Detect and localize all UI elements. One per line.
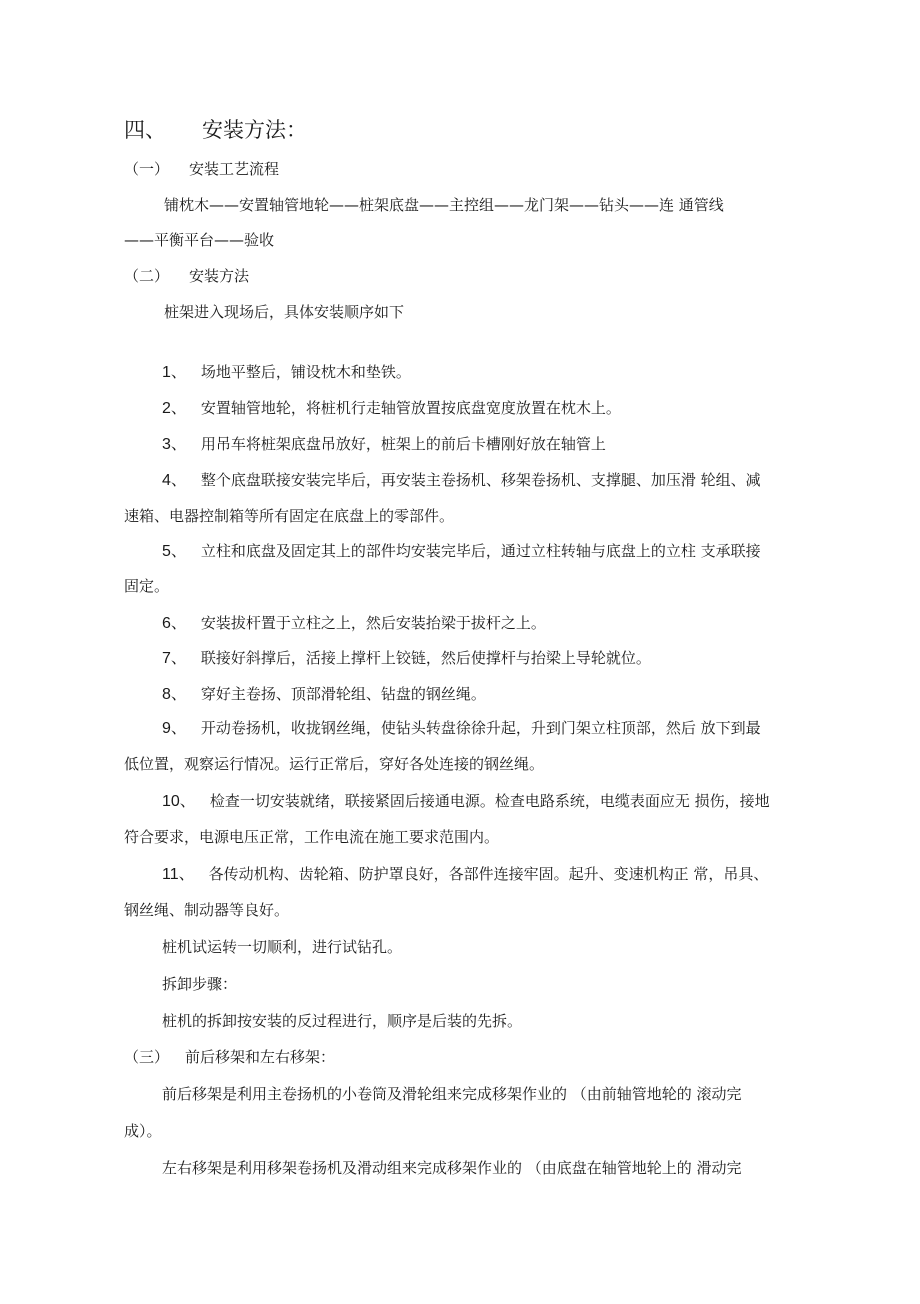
section-title: 安装方法： <box>202 118 307 142</box>
step-1 <box>162 362 411 383</box>
step-number: 11、 <box>162 866 195 883</box>
step-text: 穿好主卷扬、顶部滑轮组、钻盘的钢丝绳。 <box>200 685 486 703</box>
step-9-continued: 低位置，观察运行情况。运行正常后，穿好各处连接的钢丝绳。 <box>124 755 545 773</box>
step-10 <box>162 791 770 812</box>
step-6 <box>162 613 546 634</box>
subsection-number: （一） <box>124 160 170 178</box>
step-text: 安装拔杆置于立柱之上，然后安装抬梁于拔杆之上。 <box>200 614 546 632</box>
step-11 <box>162 864 768 885</box>
step-11-continued: 钢丝绳、制动器等良好。 <box>124 901 290 919</box>
step-5 <box>162 541 761 562</box>
intro-text: 桩架进入现场后，具体安装顺序如下 <box>164 303 405 321</box>
step-3 <box>162 434 606 455</box>
subsection-heading <box>124 266 249 286</box>
step-number: 10、 <box>162 793 196 810</box>
subsection-title: 前后移架和左右移架： <box>185 1048 336 1066</box>
dismantle-text: 桩机的拆卸按安装的反过程进行，顺序是后装的先拆。 <box>162 1012 523 1030</box>
step-text: 检查一切安装就绪，联接紧固后接通电源。检查电路系统，电缆表面应无 损伤，接地 <box>209 792 770 810</box>
step-text: 开动卷扬机，收拢钢丝绳，使钻头转盘徐徐升起，升到门架立柱顶部，然后 放下到最 <box>200 719 761 737</box>
subsection-title: 安装方法 <box>189 267 250 285</box>
section-number: 四、 <box>124 118 166 142</box>
trial-text: 桩机试运转一切顺利，进行试钻孔。 <box>162 938 403 956</box>
front-back-move-continued: 成）。 <box>124 1122 162 1140</box>
step-5-continued: 固定。 <box>124 577 170 595</box>
step-number: 5、 <box>162 543 187 560</box>
step-text: 安置轴管地轮，将桩机行走轴管放置按底盘宽度放置在枕木上。 <box>200 399 621 417</box>
subsection-heading <box>124 159 279 179</box>
step-number: 2、 <box>162 400 187 417</box>
subsection-number: （二） <box>124 267 170 285</box>
step-number: 6、 <box>162 615 187 632</box>
step-number: 8、 <box>162 686 187 703</box>
left-right-move-text: 左右移架是利用移架卷扬机及滑动组来完成移架作业的 （由底盘在轴管地轮上的 滑动完 <box>162 1159 742 1177</box>
front-back-move-text: 前后移架是利用主卷扬机的小卷筒及滑轮组来完成移架作业的 （由前轴管地轮的 滚动完 <box>162 1085 742 1103</box>
step-text: 联接好斜撑后，活接上撑杆上铰链，然后使撑杆与抬梁上导轮就位。 <box>200 649 651 667</box>
step-text: 场地平整后，铺设枕木和垫铁。 <box>200 363 411 381</box>
step-number: 1、 <box>162 364 187 381</box>
subsection-heading <box>124 1047 335 1067</box>
step-text: 整个底盘联接安装完毕后，再安装主卷扬机、移架卷扬机、支撑腿、加压滑 轮组、减 <box>200 471 761 489</box>
step-2 <box>162 398 621 419</box>
step-9 <box>162 718 761 739</box>
step-text: 立柱和底盘及固定其上的部件均安装完毕后，通过立柱转轴与底盘上的立柱 支承联接 <box>200 542 761 560</box>
subsection-title: 安装工艺流程 <box>189 160 280 178</box>
dismantle-title: 拆卸步骤： <box>162 975 238 993</box>
step-number: 9、 <box>162 720 187 737</box>
step-text: 用吊车将桩架底盘吊放好，桩架上的前后卡槽刚好放在轴管上 <box>200 435 606 453</box>
flow-line-2: ——平衡平台——验收 <box>124 231 275 249</box>
step-number: 3、 <box>162 436 187 453</box>
step-number: 7、 <box>162 650 187 667</box>
section-heading <box>124 117 307 143</box>
subsection-number: （三） <box>124 1048 170 1066</box>
step-8 <box>162 684 486 705</box>
step-7 <box>162 648 651 669</box>
step-4-continued: 速箱、电器控制箱等所有固定在底盘上的零部件。 <box>124 507 455 525</box>
step-number: 4、 <box>162 472 187 489</box>
step-10-continued: 符合要求，电源电压正常，工作电流在施工要求范围内。 <box>124 828 500 846</box>
step-text: 各传动机构、齿轮箱、防护罩良好，各部件连接牢固。起升、变速机构正 常，吊具、 <box>208 865 769 883</box>
step-4 <box>162 470 761 491</box>
flow-line-1: 铺枕木——安置轴管地轮——桩架底盘——主控组——龙门架——钻头——连 通管线 <box>164 196 724 214</box>
